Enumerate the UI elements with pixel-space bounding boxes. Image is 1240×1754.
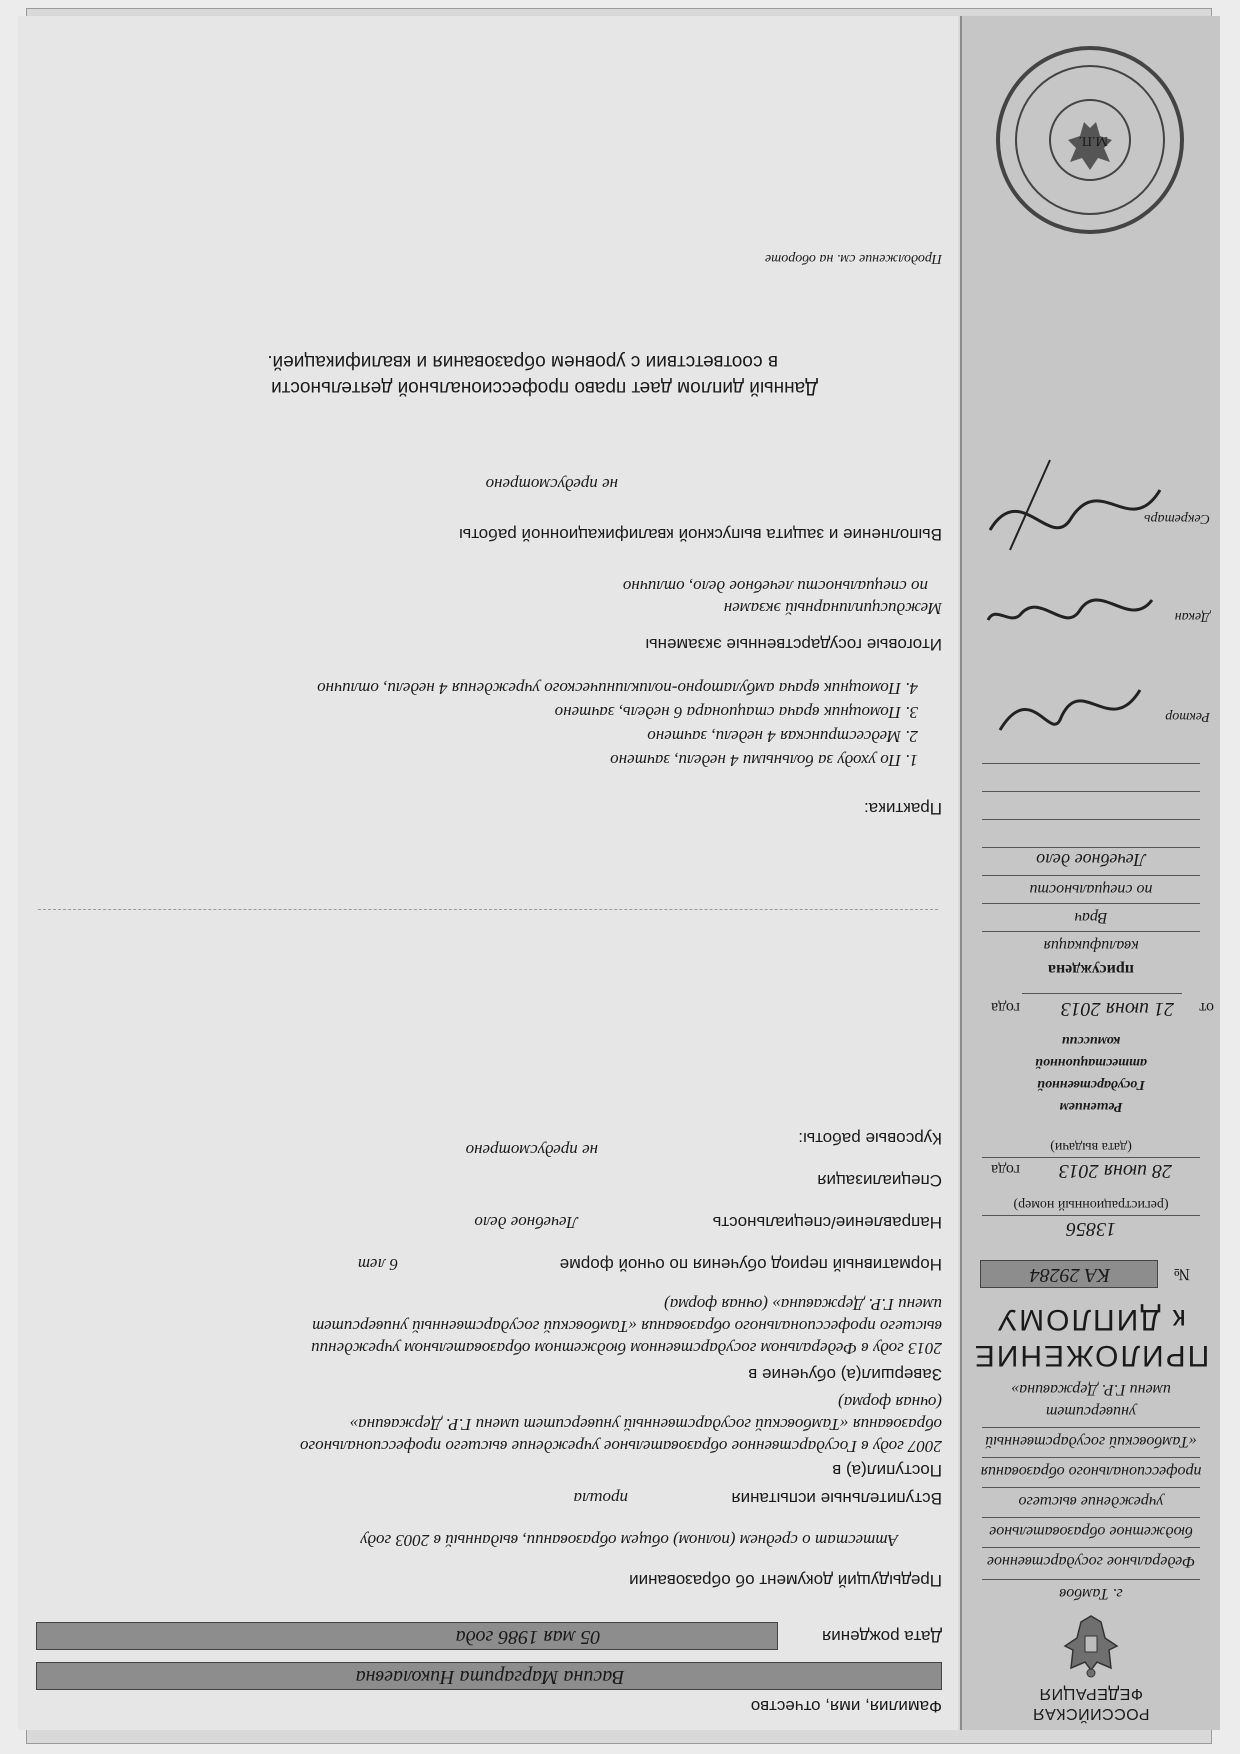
decision-line-1: Решением — [1059, 1099, 1123, 1114]
country-line2: ФЕДЕРАЦИЯ — [1039, 1685, 1144, 1702]
institution-line-1: Федеральное государственное — [986, 1553, 1196, 1570]
decision-date: 21 июня 2013 — [1060, 998, 1174, 1020]
enrolled-label: Поступил(а) в — [832, 1461, 942, 1480]
institution-line-3: учреждение высшего — [1018, 1493, 1164, 1510]
issue-date-label: (дата выдачи) — [1050, 1139, 1132, 1154]
coursework-label: Курсовые работы: — [798, 1129, 942, 1148]
city-label: г. Тамбов — [1059, 1585, 1123, 1602]
fio-label: Фамилия, имя, отчество — [750, 1697, 942, 1716]
thesis-value: не предусмотрено — [485, 475, 618, 494]
period-value: 6 лет — [357, 1255, 398, 1274]
finished-value-line1: 2013 году в Федеральном государственном бюджетном образовательном учреждении — [311, 1339, 942, 1358]
practice-item-2: 2. Медсестринская 4 недели, зачтено — [647, 727, 918, 746]
thesis-label: Выполнение и защита выпускной квалификационной работы — [459, 525, 942, 544]
decision-line-2: Государственной — [1037, 1077, 1145, 1092]
decision-line-3: аттестационной — [1035, 1055, 1147, 1070]
enrolled-value-line2: образования «Тамбовский государственный университет имени Г.Р. Державина» — [349, 1415, 942, 1434]
institution-line-7: имени Г.Р. Державина» — [1011, 1381, 1171, 1398]
stamp-mp-label: М.П. — [1078, 133, 1108, 148]
fio-value: Васина Маргарита Николаевна — [355, 1666, 625, 1688]
secretary-signature-icon — [980, 450, 1170, 560]
specialization-label: Специализация — [817, 1171, 942, 1190]
specialty-label: по специальности — [1029, 881, 1153, 898]
doc-title-line1: ПРИЛОЖЕНИЕ — [972, 1339, 1210, 1372]
institution-line-2: бюджетное образовательное — [989, 1523, 1193, 1540]
dob-value: 05 мая 1986 года — [455, 1626, 601, 1648]
secretary-label: Секретарь — [1144, 511, 1210, 526]
diploma-number: КА 29284 — [1029, 1264, 1111, 1286]
practice-item-3: 3. Помощник врача стационара 6 недель, зачтено — [554, 703, 918, 722]
decision-year-word: года — [991, 999, 1020, 1016]
dean-label: Декан — [1174, 609, 1210, 624]
number-prefix: № — [1173, 1265, 1190, 1284]
period-label: Нормативный период обучения по очной форме — [559, 1255, 942, 1274]
doc-title-line2: к ДИПЛОМУ — [996, 1303, 1186, 1336]
institution-line-6: университет — [1045, 1403, 1137, 1420]
decision-line-4: комиссии — [1061, 1033, 1121, 1048]
continued-note: Продолжение см. на обороте — [764, 251, 942, 266]
practice-item-1: 1. По уходу за больными 4 недели, зачтено — [610, 751, 918, 770]
rights-line-2: в соответствии с уровнем образования и квалификацией. — [267, 351, 778, 372]
qualification-value: Врач — [1074, 909, 1108, 926]
institution-line-5: «Тамбовский государственный — [985, 1433, 1197, 1450]
reg-number-label: (регистрационный номер) — [1013, 1197, 1169, 1212]
rector-label: Ректор — [1165, 709, 1210, 724]
main-panel — [18, 16, 958, 1730]
entrance-value: прошла — [573, 1489, 628, 1508]
awarded-label: присуждена — [1047, 961, 1135, 978]
issue-year-word: года — [991, 1161, 1020, 1178]
entrance-label: Вступительные испытания — [731, 1489, 942, 1508]
prev-doc-label: Предыдущий документ об образовании — [629, 1571, 942, 1590]
exam-line-1: Междисциплинарный экзамен — [723, 599, 942, 618]
prev-doc-value: Аттестат о среднем (полном) общем образовании, выданный в 2003 году — [360, 1531, 898, 1550]
dean-signature-icon — [980, 560, 1160, 650]
left-panel — [960, 16, 1220, 1730]
practice-label: Практика: — [863, 799, 942, 818]
practice-item-4: 4. Помощник врача амбулаторно-поликлинического учреждения 4 недели, отлично — [317, 679, 918, 698]
double-headed-eagle-emblem — [1061, 1612, 1121, 1678]
from-word: от — [1199, 999, 1214, 1016]
coursework-value: не предусмотрено — [465, 1141, 598, 1160]
final-exams-label: Итоговые государственные экзамены — [645, 635, 942, 654]
finished-value-line3: имени Г.Р. Державина» (очная форма) — [664, 1295, 942, 1314]
enrolled-value-line3: (очная форма) — [838, 1393, 942, 1412]
rector-signature-icon — [980, 660, 1150, 750]
reg-number: 13856 — [1066, 1218, 1116, 1240]
specialty-value: Лечебное дело — [1036, 850, 1146, 870]
dob-label: Дата рождения — [822, 1627, 942, 1646]
direction-label: Направление/специальность — [712, 1213, 942, 1232]
qualification-label: квалификация — [1043, 937, 1139, 954]
rights-line-1: Данный диплом дает право профессиональной деятельности — [271, 377, 818, 398]
enrolled-value-line1: 2007 году в Государственное образовательное учреждение высшего профессионального — [300, 1437, 942, 1456]
exam-line-2: по специальности лечебное дело, отлично — [622, 577, 928, 596]
direction-value: Лечебное дело — [474, 1213, 578, 1232]
institution-line-4: профессионального образования — [980, 1463, 1202, 1480]
issue-date: 28 июня 2013 — [1058, 1160, 1172, 1182]
country-line1: РОССИЙСКАЯ — [1032, 1705, 1150, 1722]
finished-value-line2: высшего профессионального образования «Тамбовский государственный университет — [312, 1317, 942, 1336]
finished-label: Завершил(а) обучение в — [748, 1365, 942, 1384]
